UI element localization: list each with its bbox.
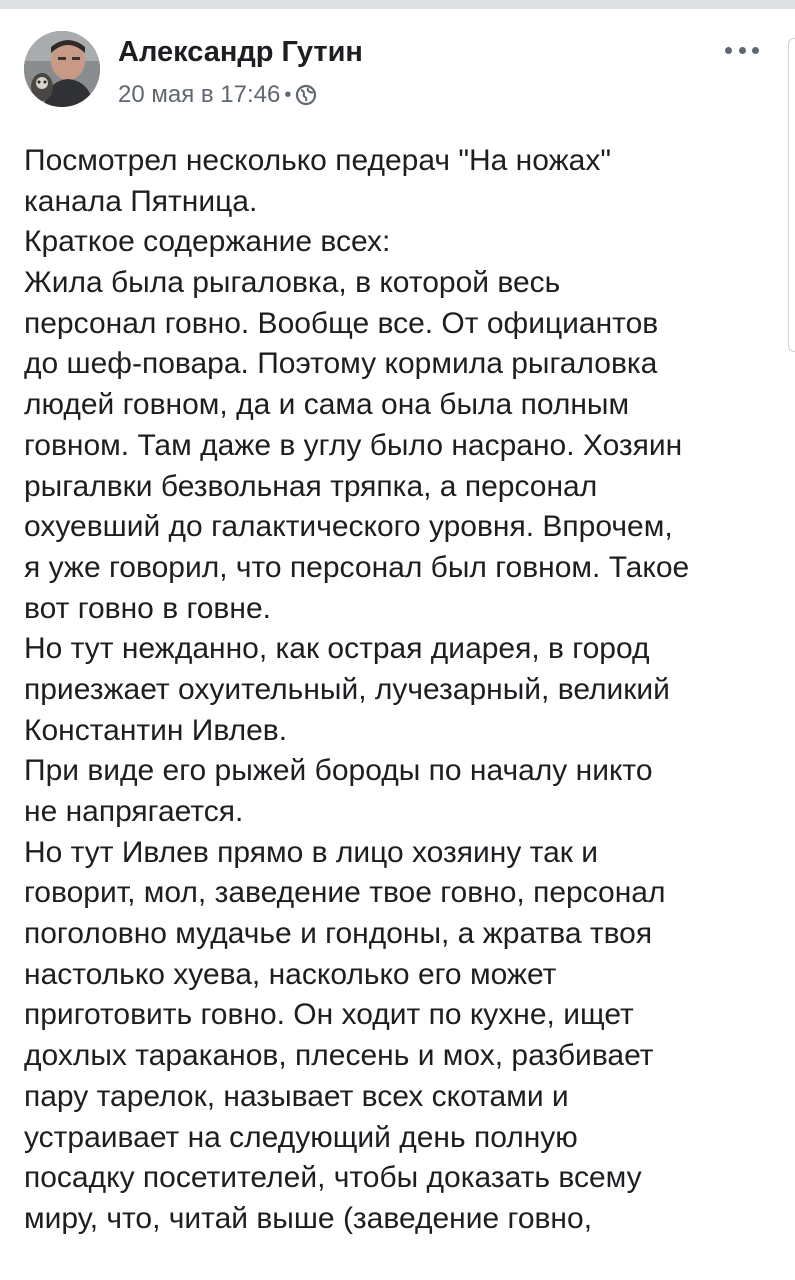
post-line: Но тут Ивлев прямо в лицо хозяину так и xyxy=(24,835,598,869)
post-line: Но тут нежданно, как острая диарея, в город xyxy=(24,632,650,666)
post-line: канала Пятница. xyxy=(24,184,258,218)
post-line: миру, что, читай выше (заведение говно, xyxy=(24,1201,593,1235)
post-meta xyxy=(118,81,317,109)
post-line: Посмотрел несколько педерач "На ножах" xyxy=(24,144,611,177)
author-name[interactable]: Александр Гутин xyxy=(118,36,363,68)
post-line: пару тарелок, называет всех скотами и xyxy=(24,1079,569,1113)
avatar[interactable] xyxy=(24,31,100,107)
post-line: приезжает охуительный, лучезарный, великий xyxy=(24,672,670,706)
post-line: Краткое содержание всех: xyxy=(24,225,391,259)
more-options-button[interactable] xyxy=(725,40,759,60)
meta-separator: • xyxy=(284,83,292,106)
post-line: При виде его рыжей бороды по началу никто xyxy=(24,754,653,788)
post-text xyxy=(24,141,779,1240)
post-line: дохлых тараканов, плесень и мох, разбивает xyxy=(24,1039,654,1073)
post-line: приготовить говно. Он ходит по кухне, ищет xyxy=(24,998,634,1032)
post-line: посадку посетителей, чтобы доказать всему xyxy=(24,1161,642,1195)
post-line: охуевший до галактического уровня. Впрочем, xyxy=(24,510,673,544)
post-header xyxy=(0,28,795,118)
post-line: до шеф-повара. Поэтому кормила рыгаловка xyxy=(24,347,658,381)
post-line: поголовно мудачье и гондоны, а жратва твоя xyxy=(24,917,653,951)
avatar-image xyxy=(24,31,100,107)
globe-icon[interactable] xyxy=(295,84,317,106)
more-horizontal-icon xyxy=(725,47,732,54)
post-line: устраивает на следующий день полную xyxy=(24,1120,578,1154)
post-line: настолько хуева, насколько его может xyxy=(24,957,557,991)
post-line: персонал говно. Вообще все. От официантов xyxy=(24,306,659,340)
post-line: рыгалвки безвольная тряпка, а персонал xyxy=(24,469,598,503)
post-line: говном. Там даже в углу было насрано. Хозяин xyxy=(24,428,683,462)
post-line: говорит, мол, заведение твое говно, персонал xyxy=(24,876,666,910)
top-divider xyxy=(0,0,795,9)
post-line: Константин Ивлев. xyxy=(24,713,288,747)
post-line: людей говном, да и сама она была полным xyxy=(24,388,630,422)
post-line: не напрягается. xyxy=(24,795,244,828)
post-line: я уже говорил, что персонал был говном. Такое xyxy=(24,550,690,584)
post-timestamp[interactable]: 20 мая в 17:46 xyxy=(118,81,281,108)
post-line: Жила была рыгаловка, в которой весь xyxy=(24,266,561,300)
post-line: вот говно в говне. xyxy=(24,591,271,625)
